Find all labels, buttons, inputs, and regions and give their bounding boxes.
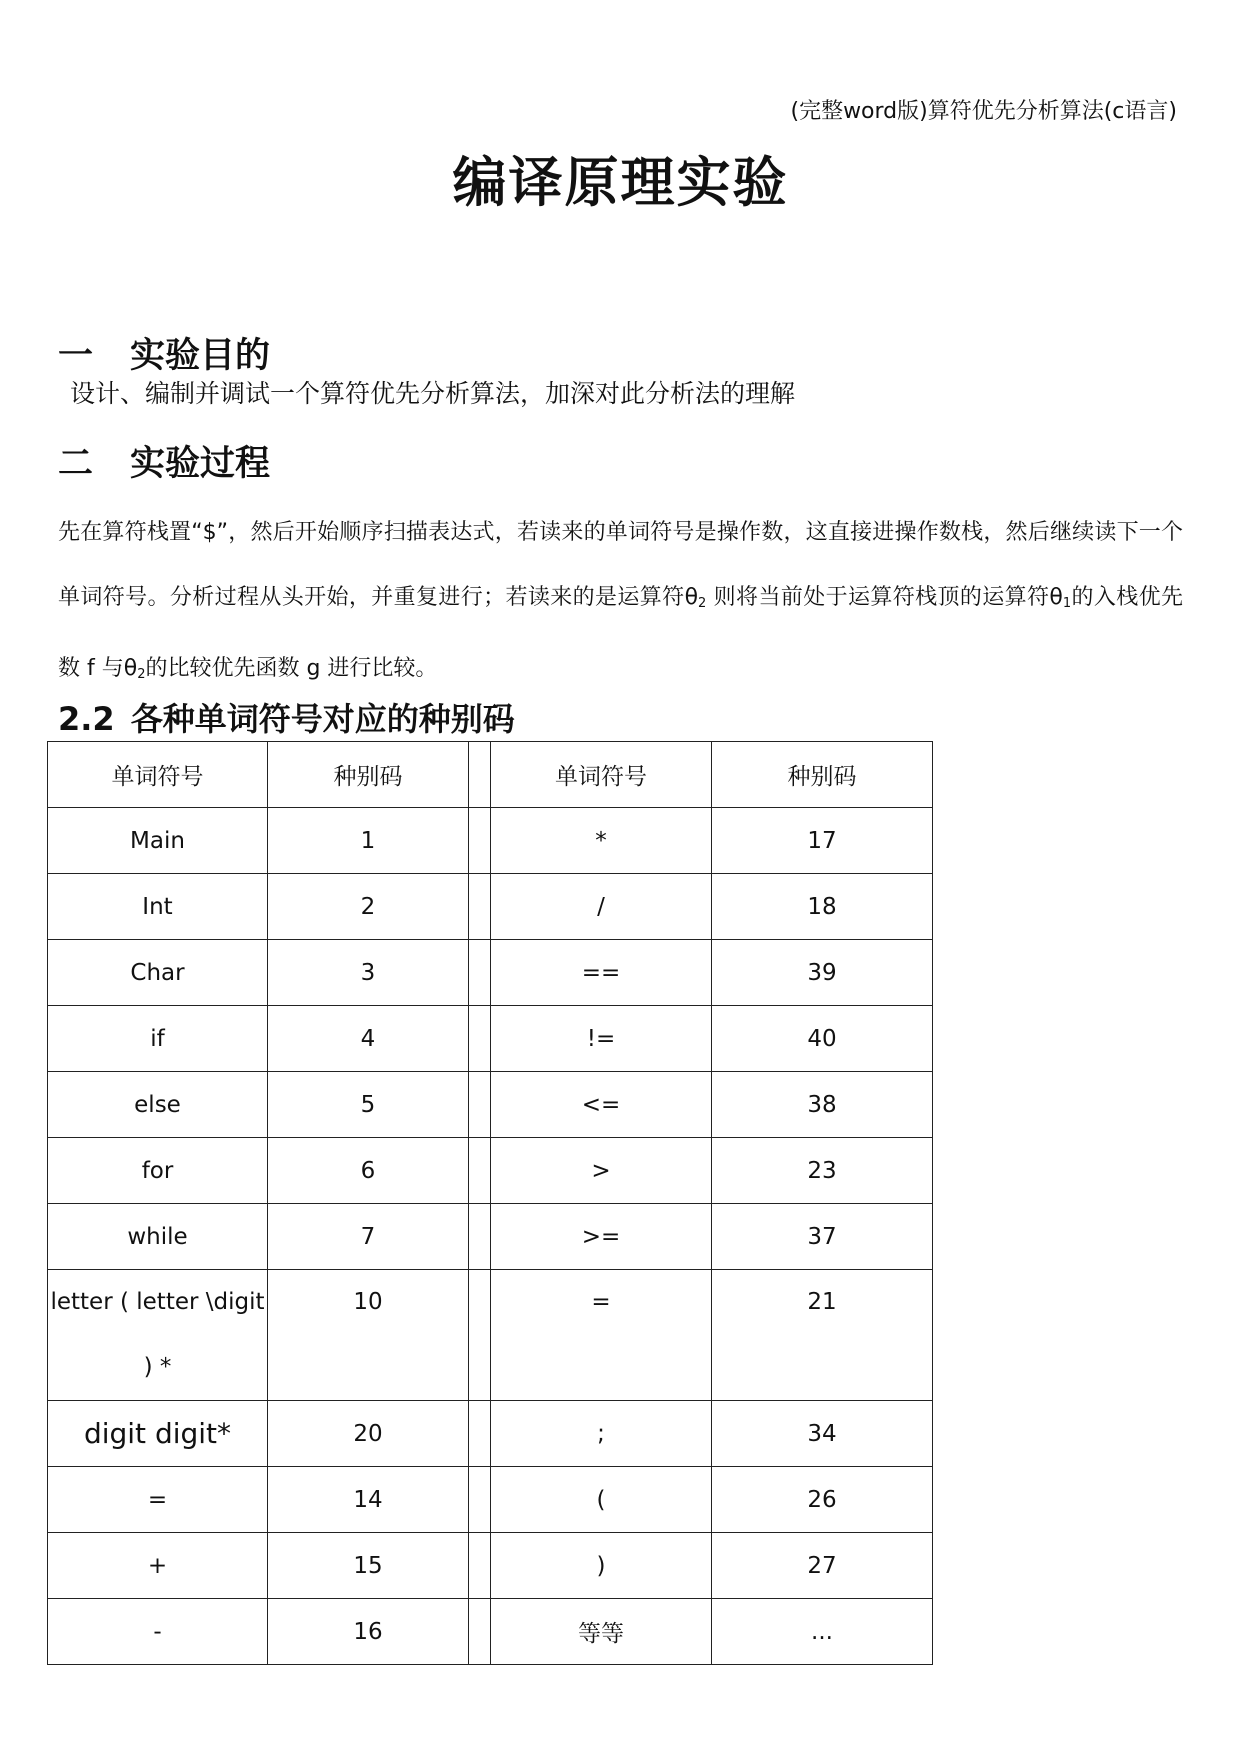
- section-heading-purpose: [58, 328, 270, 378]
- subsection-title: 各种单词符号对应的种别码: [130, 700, 515, 738]
- process-text-2: 则将当前处于运算符栈顶的运算符θ: [706, 585, 1063, 610]
- subsection-heading: [58, 694, 515, 740]
- code-cell: 38: [712, 1072, 933, 1138]
- section-number: 二: [58, 444, 94, 484]
- table-row: [48, 1006, 933, 1072]
- token-cell: =: [48, 1467, 268, 1533]
- code-cell: 26: [712, 1467, 933, 1533]
- code-cell: 23: [712, 1138, 933, 1204]
- section-heading-process: [58, 436, 270, 486]
- code-cell: 2: [268, 874, 469, 940]
- spacer-cell: [469, 1072, 491, 1138]
- process-text-4: 的比较优先函数 g 进行比较。: [145, 656, 438, 681]
- code-cell: 39: [712, 940, 933, 1006]
- spacer-cell: [469, 940, 491, 1006]
- token-cell: /: [491, 874, 712, 940]
- token-cell: if: [48, 1006, 268, 1072]
- token-cell: 等等: [491, 1599, 712, 1665]
- token-cell: !=: [491, 1006, 712, 1072]
- token-cell: digit digit*: [48, 1401, 268, 1467]
- process-text-3: 的入栈优先数 f 与θ: [58, 585, 1183, 681]
- code-cell: ...: [712, 1599, 933, 1665]
- section-title: 实验过程: [130, 444, 271, 484]
- code-cell: 5: [268, 1072, 469, 1138]
- page-title: 编译原理实验: [452, 150, 789, 214]
- spacer-cell: [469, 1270, 491, 1401]
- code-cell: 3: [268, 940, 469, 1006]
- token-cell: Int: [48, 874, 268, 940]
- token-cell: ): [491, 1533, 712, 1599]
- token-cell: +: [48, 1533, 268, 1599]
- code-cell: 17: [712, 808, 933, 874]
- token-cell: >=: [491, 1204, 712, 1270]
- table-row: [48, 1072, 933, 1138]
- code-cell: 20: [268, 1401, 469, 1467]
- code-cell: 27: [712, 1533, 933, 1599]
- table-row: [48, 1138, 933, 1204]
- code-cell: 4: [268, 1006, 469, 1072]
- section-number: 一: [58, 336, 94, 376]
- table-row: [48, 1270, 933, 1401]
- subscript: 1: [1062, 596, 1072, 611]
- code-cell: 34: [712, 1401, 933, 1467]
- table-row: [48, 1204, 933, 1270]
- header-cell: 单词符号: [48, 742, 268, 808]
- token-cell: <=: [491, 1072, 712, 1138]
- code-cell: 1: [268, 808, 469, 874]
- code-cell: 21: [712, 1270, 933, 1401]
- spacer-cell: [469, 1467, 491, 1533]
- table-row: [48, 1401, 933, 1467]
- spacer-cell: [469, 1533, 491, 1599]
- token-cell: while: [48, 1204, 268, 1270]
- code-cell: 6: [268, 1138, 469, 1204]
- token-code-table: [47, 741, 933, 1665]
- token-cell: for: [48, 1138, 268, 1204]
- spacer-cell: [469, 1599, 491, 1665]
- subsection-number: 2.2: [58, 700, 115, 738]
- token-cell: Main: [48, 808, 268, 874]
- table-row: [48, 808, 933, 874]
- code-cell: 18: [712, 874, 933, 940]
- code-cell: 16: [268, 1599, 469, 1665]
- code-cell: 10: [268, 1270, 469, 1401]
- token-cell: ;: [491, 1401, 712, 1467]
- table-row: [48, 874, 933, 940]
- token-cell: letter ( letter \digit ) *: [48, 1270, 268, 1401]
- process-paragraph: [58, 500, 1183, 707]
- spacer-cell: [469, 1006, 491, 1072]
- spacer-cell: [469, 808, 491, 874]
- purpose-paragraph: 设计、编制并调试一个算符优先分析算法，加深对此分析法的理解: [70, 379, 796, 408]
- document-header: (完整word版)算符优先分析算法(c语言): [790, 99, 1177, 124]
- token-cell: Char: [48, 940, 268, 1006]
- table-row: [48, 1467, 933, 1533]
- table-row: [48, 1533, 933, 1599]
- code-cell: 40: [712, 1006, 933, 1072]
- code-cell: 14: [268, 1467, 469, 1533]
- token-cell: (: [491, 1467, 712, 1533]
- table-row: [48, 1599, 933, 1665]
- token-cell: >: [491, 1138, 712, 1204]
- spacer-cell: [469, 742, 491, 808]
- spacer-cell: [469, 874, 491, 940]
- code-cell: 15: [268, 1533, 469, 1599]
- code-cell: 7: [268, 1204, 469, 1270]
- token-cell: -: [48, 1599, 268, 1665]
- spacer-cell: [469, 1204, 491, 1270]
- header-cell: 种别码: [268, 742, 469, 808]
- spacer-cell: [469, 1401, 491, 1467]
- token-cell: else: [48, 1072, 268, 1138]
- subscript: 2: [137, 667, 146, 682]
- code-cell: 37: [712, 1204, 933, 1270]
- token-cell: *: [491, 808, 712, 874]
- token-cell: ==: [491, 940, 712, 1006]
- header-cell: 种别码: [712, 742, 933, 808]
- table-header-row: [48, 742, 933, 808]
- header-cell: 单词符号: [491, 742, 712, 808]
- section-title: 实验目的: [130, 336, 271, 376]
- process-text-1: 先在算符栈置“$”，然后开始顺序扫描表达式，若读来的单词符号是操作数，这直接进操作数栈，然后继续读下一个单词符号。分析过程从头开始，并重复进行；若读来的是运算符θ: [58, 520, 1183, 610]
- spacer-cell: [469, 1138, 491, 1204]
- table-row: [48, 940, 933, 1006]
- subscript: 2: [698, 596, 707, 611]
- token-cell: =: [491, 1270, 712, 1401]
